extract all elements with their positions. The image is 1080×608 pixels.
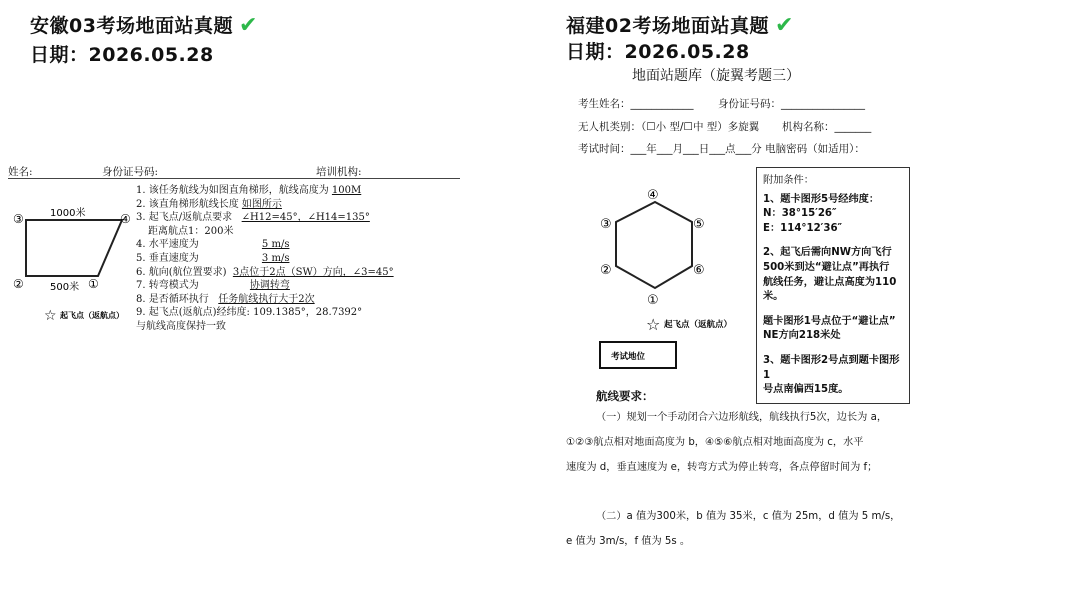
left-item-9b: 与航线高度保持一致: [136, 320, 226, 332]
left-item-7: 7. 转弯模式为 协调转弯: [136, 280, 290, 292]
hex-point-5: ⑤: [693, 217, 705, 232]
left-org-label: 培训机构:: [316, 166, 362, 178]
requirements-line-3: 速度为 d，垂直速度为 e，转弯方式为停止转弯，各点停留时间为 f；: [566, 462, 878, 473]
left-date: 日期：2026.05.28: [30, 44, 214, 66]
left-item-3b: 距离航点1：200米: [148, 225, 234, 237]
hexagon-diagram: [592, 184, 742, 374]
requirements-line-4: （二）a 值为300米，b 值为 35米，c 值为 25m，d 值为 5 m/s，: [596, 511, 901, 522]
right-name-row: 考生姓名：____________: [578, 98, 694, 110]
trapezoid-point-4: ④: [120, 212, 131, 226]
right-title: 福建02考场地面站真题 ✔: [566, 13, 794, 38]
left-item-2: 2. 该直角梯形航线长度 如图所示: [136, 198, 282, 210]
left-item-3: 3. 起飞点/返航点要求 ∠H12=45°，∠H14=135°: [136, 212, 370, 224]
left-id-label: 身份证号码:: [102, 166, 159, 178]
condition-3-line-1: 3、题卡图形2号点到题卡图形1: [763, 354, 900, 381]
condition-1-line-2: N：38°15′26″: [763, 208, 837, 220]
trapezoid-point-2: ②: [13, 277, 24, 291]
left-item-4: 4. 水平速度为 5 m/s: [136, 239, 290, 251]
left-item-9: 9. 起飞点(返航点)经纬度: 109.1385°，28.7392°: [136, 307, 363, 319]
hex-point-6: ⑥: [693, 263, 705, 278]
check-icon: ✔: [238, 13, 258, 38]
left-item-5: 5. 垂直速度为 3 m/s: [136, 252, 290, 264]
condition-1-line-1: 1、题卡图形5号经纬度：: [763, 193, 880, 205]
condition-2-line-2: 500米到达“避让点”再执行: [763, 261, 890, 273]
left-item-8: 8. 是否循环执行 任务航线执行大于2次: [136, 293, 315, 305]
trapezoid-width-label: 1000米: [50, 208, 86, 219]
hex-point-2: ②: [600, 263, 612, 278]
star-icon: ☆: [646, 315, 661, 334]
trapezoid-base-label: 500米: [50, 282, 80, 293]
left-divider: [8, 178, 460, 179]
trapezoid-point-3: ③: [13, 212, 24, 226]
condition-2-line-3: 航线任务，避让点高度为110米。: [763, 276, 897, 303]
condition-1-line-3: E：114°12′36″: [763, 222, 843, 234]
left-item-1: 1. 该任务航线为如图直角梯形，航线高度为 100M: [136, 185, 362, 196]
hex-takeoff-label: 起飞点（返航点）: [664, 320, 733, 330]
right-type-row: 无人机类别：（☐小 型/☐中 型）多旋翼: [578, 121, 760, 133]
condition-2-line-5: NE方向218米处: [763, 330, 841, 342]
right-date: 日期：2026.05.28: [566, 41, 750, 63]
exam-position-label: 考试地位: [611, 352, 646, 362]
hexagon-shape: [616, 202, 692, 288]
right-doc-title: 地面站题库（旋翼考题三）: [632, 68, 800, 84]
condition-2-line-1: 2、起飞后需向NW方向飞行: [763, 247, 892, 259]
right-time-row: 考试时间：___年___月___日___点___分 电脑密码（如适用）：: [578, 143, 865, 155]
left-items: [136, 184, 466, 334]
hex-point-3: ③: [600, 217, 612, 232]
requirements-heading: 航线要求：: [596, 389, 654, 403]
requirements-line-2: ①②③航点相对地面高度为 b，④⑤⑥航点相对地面高度为 c，水平: [566, 437, 864, 448]
star-icon: ☆: [44, 308, 57, 324]
left-title: 安徽03考场地面站真题 ✔: [30, 13, 258, 38]
trapezoid-takeoff-label: 起飞点（返航点）: [60, 311, 124, 320]
trapezoid-shape: [26, 220, 122, 276]
right-org-row: 机构名称：_______: [782, 121, 872, 133]
right-id-row: 身份证号码：________________: [718, 98, 865, 110]
trapezoid-point-1: ①: [88, 277, 99, 291]
requirements-line-5: e 值为 3m/s，f 值为 5s 。: [566, 536, 691, 547]
left-item-6: 6. 航向(航位置要求) 3点位于2点（SW）方向，∠3=45°: [136, 266, 394, 278]
condition-3-line-2: 号点南偏西15度。: [763, 384, 849, 396]
hex-point-4: ④: [647, 188, 659, 203]
requirements-line-1: （一）规划一个手动闭合六边形航线，航线执行5次，边长为 a，: [596, 412, 888, 423]
hex-point-1: ①: [647, 293, 659, 308]
trapezoid-diagram: [8, 200, 138, 330]
extra-conditions-title: 附加条件：: [763, 175, 814, 186]
check-icon: ✔: [774, 13, 794, 38]
extra-conditions-box: [756, 167, 910, 404]
condition-2-line-4: 题卡图形1号点位于“避让点”: [763, 315, 896, 327]
left-name-label: 姓名:: [8, 166, 33, 178]
